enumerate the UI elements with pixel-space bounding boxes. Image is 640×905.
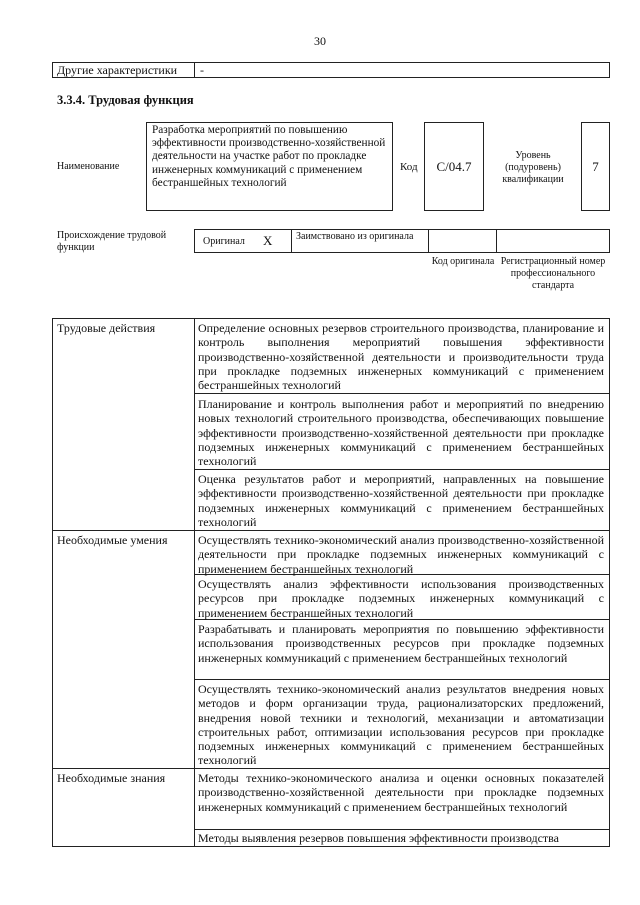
- knowledge-item: Методы технико-экономического анализа и оценки основных показателей производственно-хозяйственной деятельности при прокладке подземных инженерных коммуникаций с применением бестраншейных технологий: [198, 771, 604, 814]
- divider: [52, 768, 610, 769]
- skill-item: Осуществлять анализ эффективности использования производственных ресурсов при прокладке подземных инженерных коммуникаций с применением бестраншейных технологий: [198, 577, 604, 620]
- original-label: Оригинал: [203, 236, 245, 247]
- code-original-label: Код оригинала: [431, 256, 495, 267]
- labor-action-item: Оценка результатов работ и мероприятий, направленных на повышение эффективности производственно-хозяйственной деятельности при прокладке подземных инженерных коммуникаций с применением бестраншейных технологий: [198, 472, 604, 529]
- skill-item: Осуществлять технико-экономический анализ производственно-хозяйственной деятельности при прокладке подземных инженерных коммуникаций с применением бестраншейных технологий: [198, 533, 604, 576]
- labor-action-item: Планирование и контроль выполнения работ и мероприятий по внедрению новых технологий строительного производства, обеспечивающих повышение эффективности производственно-хозяйственной деятельности при прокладке подземных инженерных коммуникаций с применением бестраншейных технологий: [198, 397, 604, 469]
- borrowed-label: Заимствовано из оригинала: [296, 231, 414, 242]
- divider: [52, 530, 610, 531]
- qualification-level: 7: [581, 122, 610, 211]
- function-name: Разработка мероприятий по повышению эффективности производственно-хозяйственной деятельности на участке работ по прокладке инженерных коммуникаций с применением бестраншейных технологий: [146, 122, 393, 211]
- other-characteristics-value: -: [200, 63, 204, 77]
- skills-label: Необходимые умения: [57, 533, 168, 547]
- divider: [428, 230, 429, 252]
- divider: [194, 469, 610, 470]
- other-characteristics-label: Другие характеристики: [57, 63, 178, 77]
- divider: [496, 230, 497, 252]
- divider: [194, 679, 610, 680]
- section-title: 3.3.4. Трудовая функция: [57, 93, 194, 107]
- labor-actions-label: Трудовые действия: [57, 321, 156, 335]
- knowledge-label: Необходимые знания: [57, 771, 166, 785]
- qualification-level-label: Уровень (подуровень) квалификации: [502, 150, 564, 185]
- reg-number-label: Регистрационный номер профессионального стандарта: [500, 256, 606, 291]
- divider: [291, 230, 292, 252]
- code-label: Код: [400, 161, 418, 173]
- function-code: C/04.7: [424, 122, 484, 211]
- divider: [194, 393, 610, 394]
- skill-item: Осуществлять технико-экономический анализ результатов внедрения новых методов и форм организации труда, рационализаторских предложений, внедрения новой техники и технологий, механизации и автоматизации строительных работ, оптимизации использования ресурсов при прокладке подземных инженерных коммуникаций с применением бестраншейных технологий: [198, 682, 604, 768]
- divider: [194, 62, 195, 78]
- page-number: 30: [314, 34, 326, 48]
- origin-table: [194, 229, 610, 253]
- divider: [194, 829, 610, 830]
- origin-label: Происхождение трудовой функции: [57, 230, 167, 253]
- name-label: Наименование: [57, 161, 120, 172]
- skill-item: Разрабатывать и планировать мероприятия по повышению эффективности использования производственных ресурсов при прокладке подземных инженерных коммуникаций с применением бестраншейных технологий: [198, 622, 604, 665]
- knowledge-item: Методы выявления резервов повышения эффективности производства: [198, 831, 559, 845]
- original-mark: X: [263, 233, 273, 248]
- labor-action-item: Определение основных резервов строительного производства, планирование и контроль выполнения мероприятий повышения эффективности производственно-хозяйственной деятельности и производительности труда при прокладке подземных инженерных коммуникаций с применением бестраншейных технологий: [198, 321, 604, 393]
